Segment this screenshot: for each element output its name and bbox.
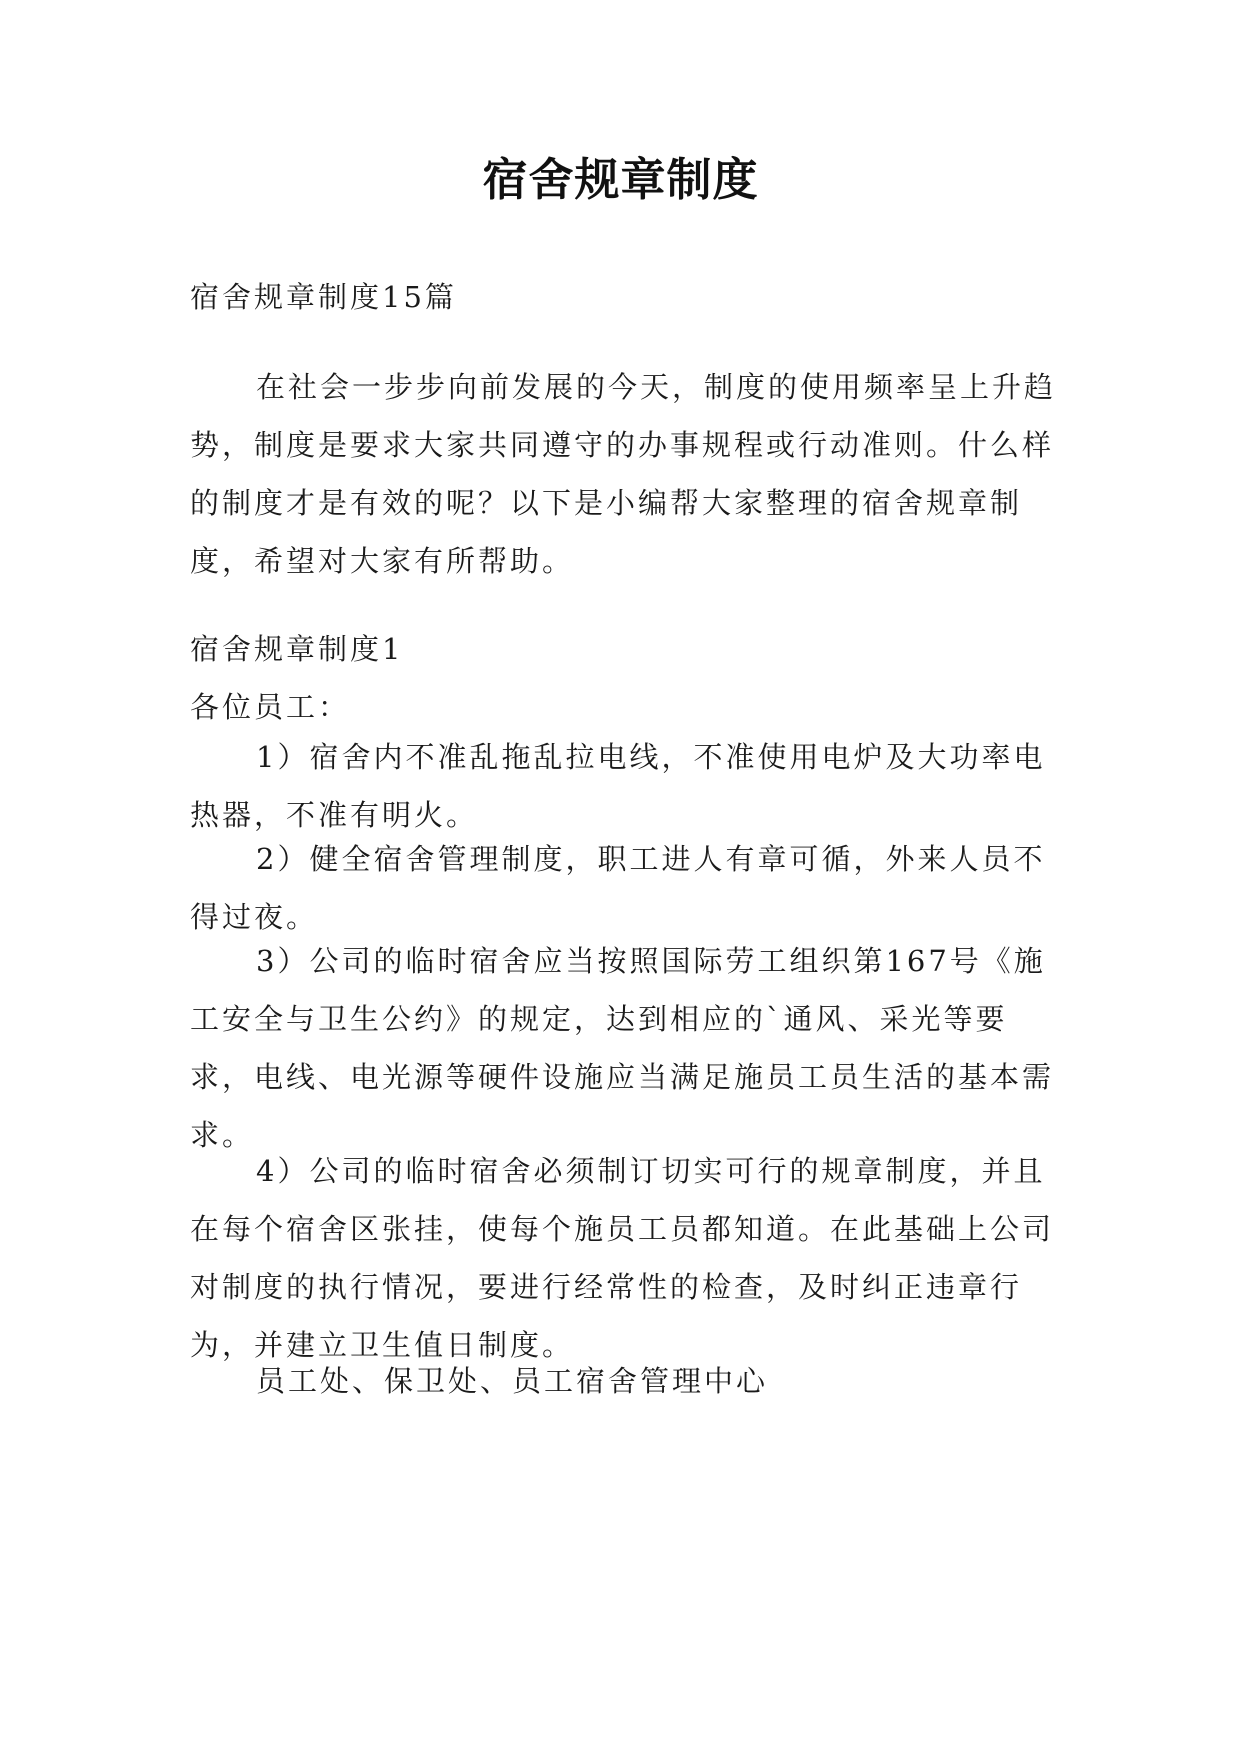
rule-item-4: 4）公司的临时宿舍必须制订切实可行的规章制度，并且在每个宿舍区张挂，使每个施员工员都知道。在此基础上公司对制度的执行情况，要进行经常性的检查，及时纠正违章行为，并建立卫生值日制度。 <box>190 1154 1055 1362</box>
signature-line: 员工处、保卫处、员工宿舍管理中心 <box>256 1364 769 1398</box>
rule-item-3: 3）公司的临时宿舍应当按照国际劳工组织第167号《施工安全与卫生公约》的规定，达到相应的`通风、采光等要求，电线、电光源等硬件设施应当满足施员工员生活的基本需求。 <box>190 944 1055 1152</box>
rule-item-1: 1）宿舍内不准乱拖乱拉电线，不准使用电炉及大功率电热器，不准有明火。 <box>190 740 1046 832</box>
document-subtitle: 宿舍规章制度15篇 <box>190 280 457 314</box>
greeting-line: 各位员工： <box>190 690 351 724</box>
section-heading: 宿舍规章制度1 <box>190 632 404 666</box>
intro-paragraph: 在社会一步步向前发展的今天，制度的使用频率呈上升趋势，制度是要求大家共同遵守的办事规程或行动准则。什么样的制度才是有效的呢？以下是小编帮大家整理的宿舍规章制度，希望对大家有所帮助。 <box>190 370 1057 578</box>
page-title: 宿舍规章制度 <box>482 153 759 206</box>
rule-item-2: 2）健全宿舍管理制度，职工进人有章可循，外来人员不得过夜。 <box>190 842 1046 934</box>
